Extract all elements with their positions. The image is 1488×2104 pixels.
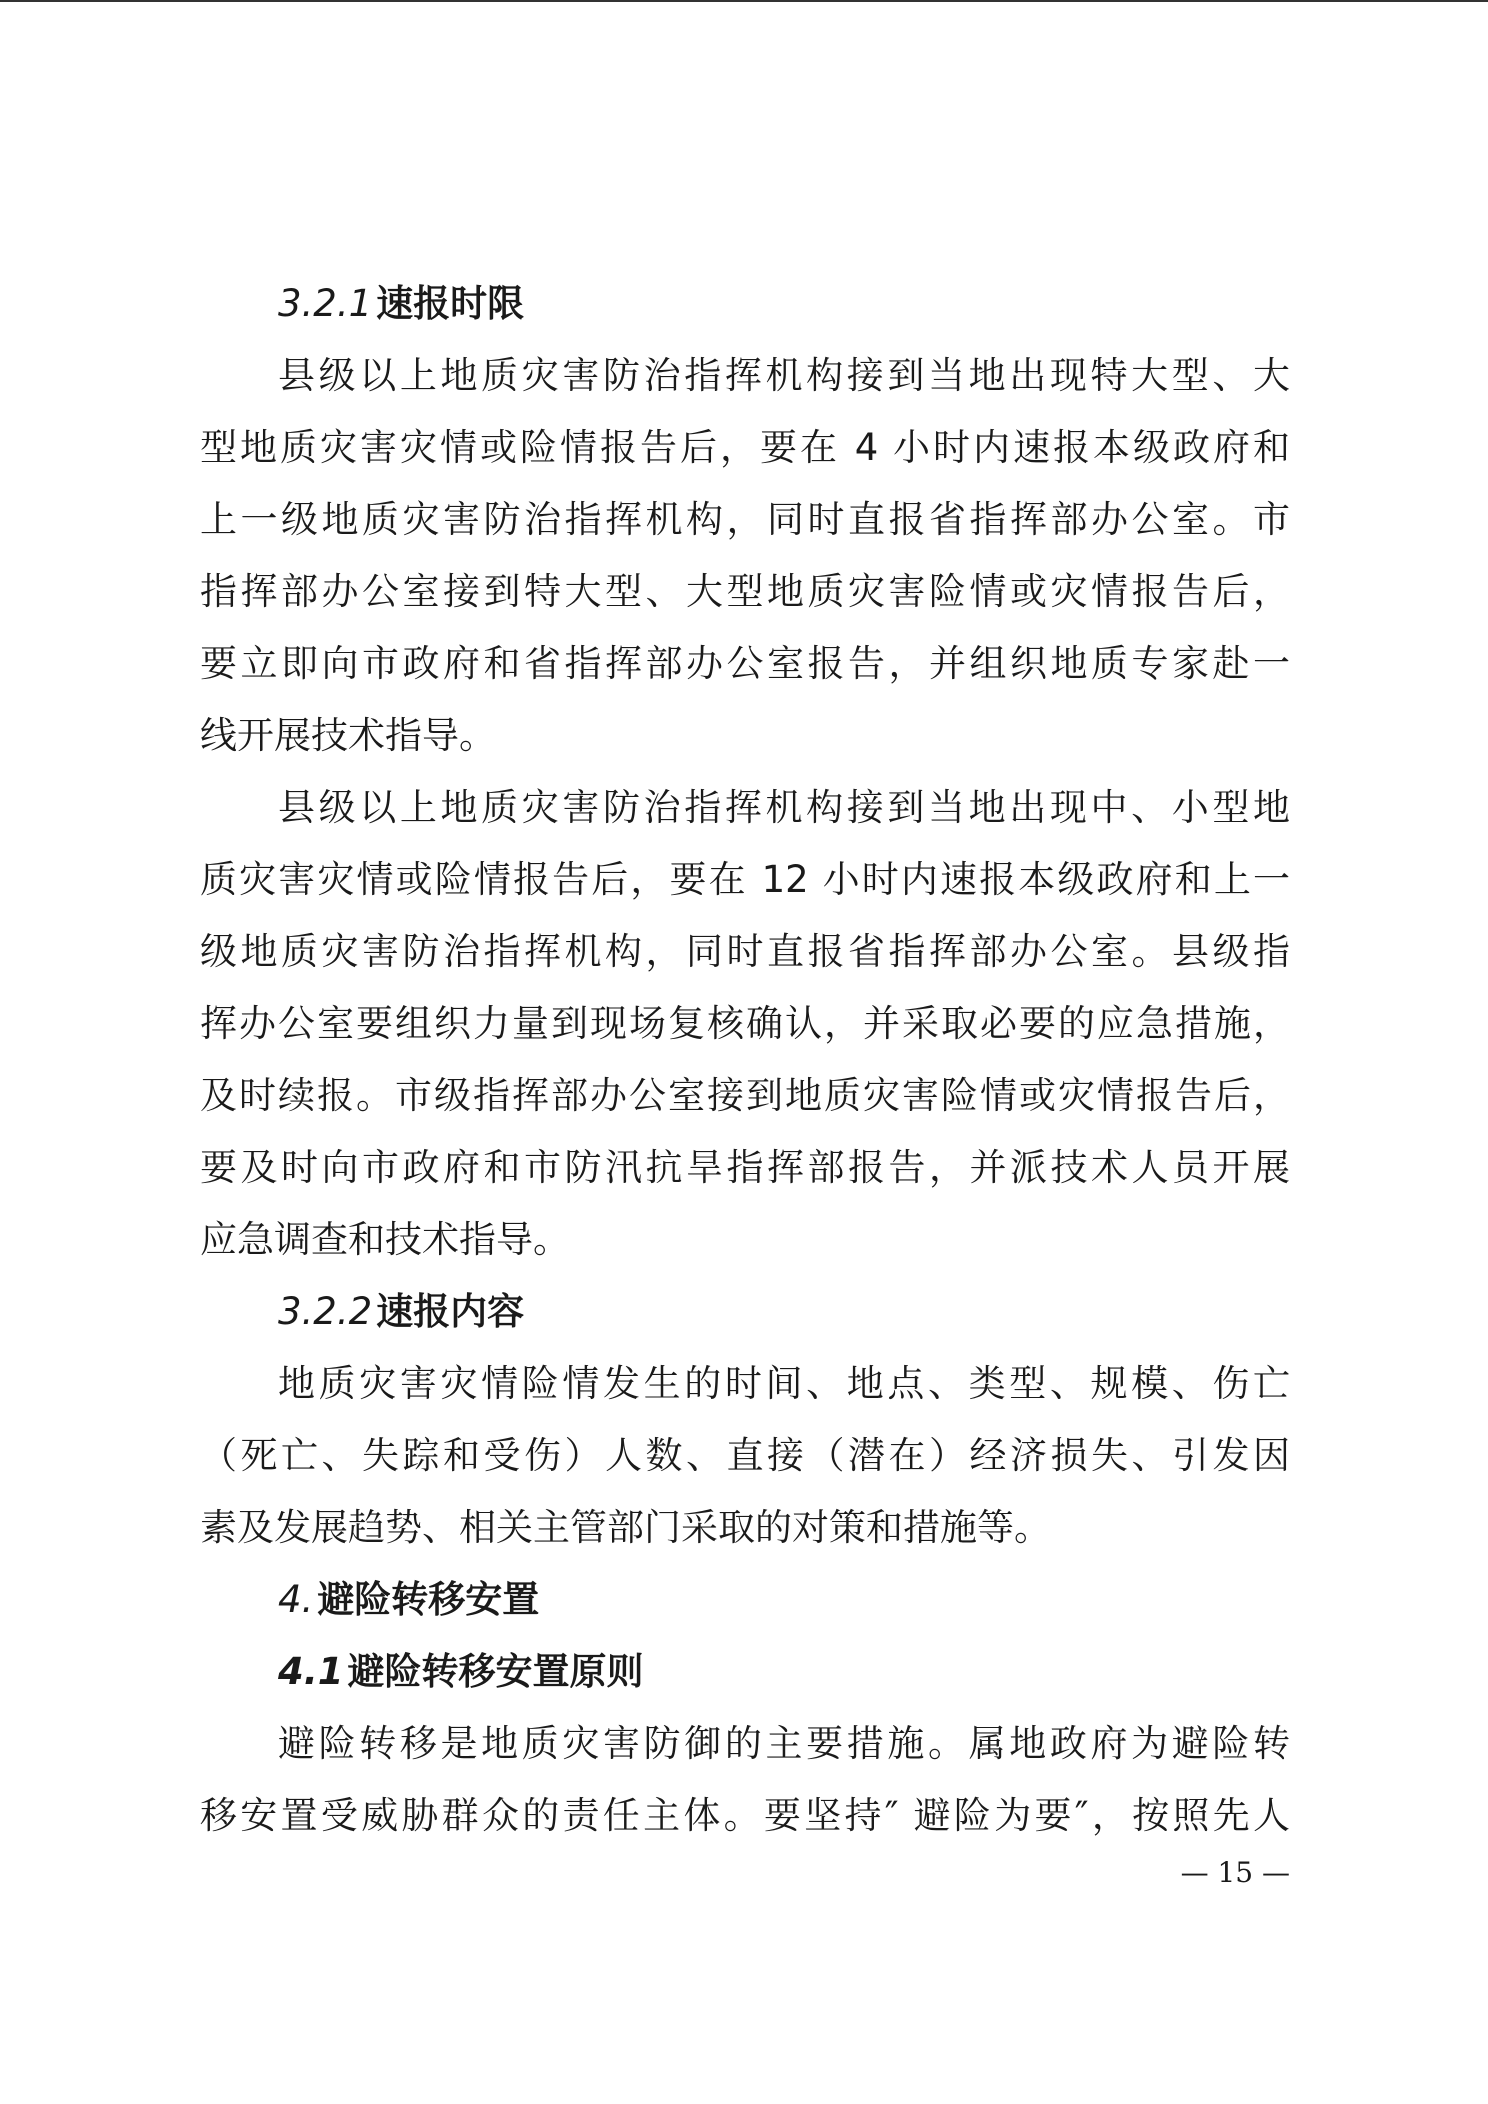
- paragraph-line: 避险转移是地质灾害防御的主要措施。属地政府为避险转: [278, 1722, 1290, 1765]
- section-heading-4: [200, 1564, 1290, 1636]
- paragraph-line: 型地质灾害灾情或险情报告后，要在 4 小时内速报本级政府和: [200, 426, 1290, 469]
- paragraph-line: 上一级地质灾害防治指挥机构，同时直报省指挥部办公室。市: [200, 498, 1290, 541]
- section-heading-4-1: [200, 1636, 1290, 1708]
- paragraph-line: 要立即向市政府和省指挥部办公室报告，并组织地质专家赴一: [200, 642, 1290, 685]
- paragraph-line: 指挥部办公室接到特大型、大型地质灾害险情或灾情报告后，: [200, 570, 1290, 613]
- paragraph-line: （死亡、失踪和受伤）人数、直接（潜在）经济损失、引发因: [200, 1434, 1290, 1477]
- paragraph-line: 应急调查和技术指导。: [200, 1218, 570, 1261]
- heading-number: 4.: [278, 1578, 314, 1621]
- heading-title: 速报内容: [376, 1290, 525, 1333]
- paragraph-line: 级地质灾害防治指挥机构，同时直报省指挥部办公室。县级指: [200, 930, 1290, 973]
- document-body: [200, 268, 1290, 1852]
- section-heading-3-2-2: [200, 1276, 1290, 1348]
- heading-title: 避险转移安置: [317, 1578, 540, 1621]
- heading-number: 3.2.1: [278, 282, 373, 325]
- paragraph-line: 挥办公室要组织力量到现场复核确认，并采取必要的应急措施，: [200, 1002, 1290, 1045]
- heading-number: 4.1: [278, 1650, 344, 1693]
- heading-title: 避险转移安置原则: [347, 1650, 644, 1693]
- paragraph-line: 要及时向市政府和市防汛抗旱指挥部报告，并派技术人员开展: [200, 1146, 1290, 1189]
- top-border-line: [0, 0, 1488, 2]
- paragraph-line: 县级以上地质灾害防治指挥机构接到当地出现特大型、大: [278, 354, 1290, 397]
- paragraph-line: 质灾害灾情或险情报告后，要在 12 小时内速报本级政府和上一: [200, 858, 1290, 901]
- heading-number: 3.2.2: [278, 1290, 373, 1333]
- paragraph-reporting-deadline-major: [200, 340, 1290, 772]
- page-number: — 15 —: [1180, 1856, 1290, 1889]
- paragraph-line: 线开展技术指导。: [200, 714, 496, 757]
- paragraph-line: 移安置受威胁群众的责任主体。要坚持″ 避险为要″，按照先人: [200, 1794, 1290, 1837]
- heading-title: 速报时限: [376, 282, 525, 325]
- section-heading-3-2-1: [200, 268, 1290, 340]
- paragraph-reporting-deadline-minor: [200, 772, 1290, 1276]
- paragraph-line: 地质灾害灾情险情发生的时间、地点、类型、规模、伤亡: [278, 1362, 1290, 1405]
- paragraph-evacuation-principle: [200, 1708, 1290, 1852]
- paragraph-line: 县级以上地质灾害防治指挥机构接到当地出现中、小型地: [278, 786, 1290, 829]
- paragraph-line: 素及发展趋势、相关主管部门采取的对策和措施等。: [200, 1506, 1051, 1549]
- paragraph-report-content: [200, 1348, 1290, 1564]
- paragraph-line: 及时续报。市级指挥部办公室接到地质灾害险情或灾情报告后，: [200, 1074, 1290, 1117]
